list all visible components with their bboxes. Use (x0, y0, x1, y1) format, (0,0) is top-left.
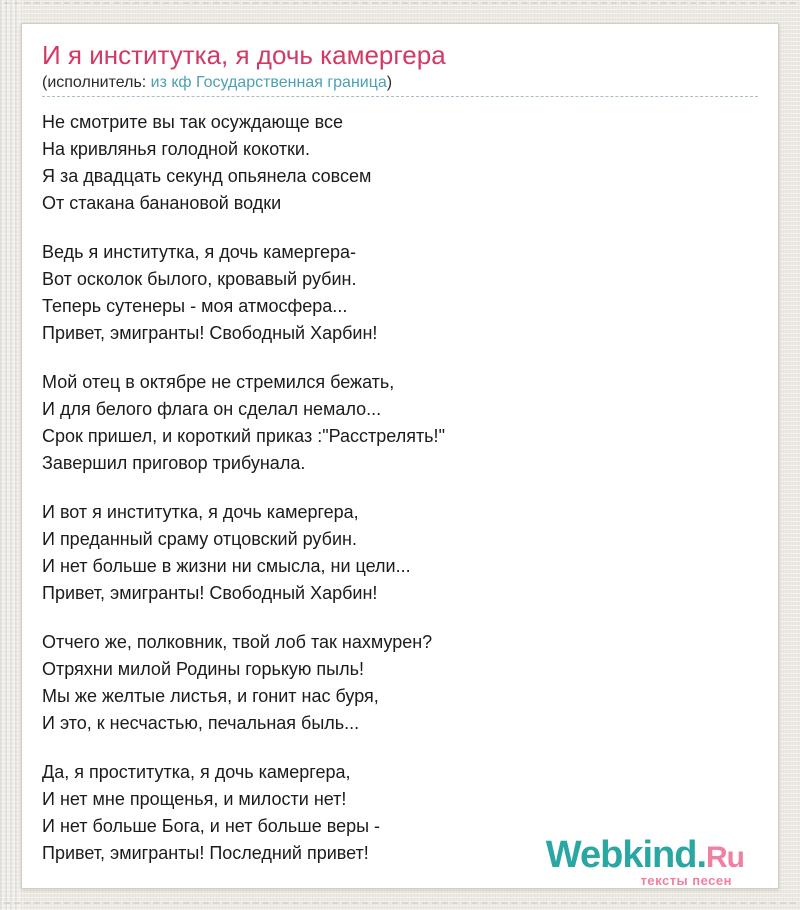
lyric-line: Мы же желтые листья, и гонит нас буря, (42, 686, 379, 706)
lyric-line: И преданный сраму отцовский рубин. (42, 529, 357, 549)
lyric-line: Завершил приговор трибунала. (42, 453, 306, 473)
webkind-logo[interactable] (545, 834, 744, 888)
lyric-line: Вот осколок былого, кровавый рубин. (42, 269, 357, 289)
lyric-line: Привет, эмигранты! Свободный Харбин! (42, 323, 378, 343)
lyric-line: Срок пришел, и короткий приказ :"Расстрелять!" (42, 426, 445, 446)
webkind-logo-main: Webkind. (545, 834, 706, 876)
stanza (42, 239, 758, 347)
stanza (42, 499, 758, 607)
lyric-line: И для белого флага он сделал немало... (42, 399, 382, 419)
lyric-line: Привет, эмигранты! Последний привет! (42, 843, 369, 863)
bottom-stitch-divider (4, 902, 796, 904)
performer-link[interactable]: из кф Государственная граница (150, 74, 387, 91)
performer-label: (исполнитель: (42, 74, 151, 91)
lyric-line: И нет мне прощенья, и милости нет! (42, 789, 347, 809)
webkind-logo-tagline: тексты песен (640, 873, 732, 888)
lyric-line: От стакана банановой водки (42, 193, 282, 213)
webkind-logo-text (545, 834, 744, 876)
lyric-line: И вот я институтка, я дочь камергера, (42, 502, 359, 522)
lyrics-block (42, 109, 758, 867)
lyric-line: Теперь сутенеры - моя атмосфера... (42, 296, 348, 316)
content-sheet (21, 23, 779, 889)
lyric-line: Привет, эмигранты! Свободный Харбин! (42, 583, 378, 603)
lyric-line: Мой отец в октябре не стремился бежать, (42, 372, 395, 392)
song-title: И я институтка, я дочь камергера (42, 40, 446, 70)
lyric-line: И это, к несчастью, печальная быль... (42, 713, 360, 733)
lyric-line: Я за двадцать секунд опьянела совсем (42, 166, 372, 186)
lyric-line: Отчего же, полковник, твой лоб так нахмурен? (42, 632, 433, 652)
top-stitch-divider (4, 2, 796, 4)
lyric-line: Отряхни милой Родины горькую пыль! (42, 659, 364, 679)
stanza (42, 109, 758, 217)
lyric-line: Ведь я институтка, я дочь камергера- (42, 242, 357, 262)
lyric-line: И нет больше в жизни ни смысла, ни цели... (42, 556, 411, 576)
stanza (42, 369, 758, 477)
left-paper-edge (0, 0, 20, 910)
webkind-logo-suffix: Ru (706, 841, 744, 874)
performer-close-paren: ) (386, 74, 393, 91)
lyric-line: Да, я проститутка, я дочь камергера, (42, 762, 351, 782)
lyric-line: На кривлянья голодной кокотки. (42, 139, 310, 159)
performer-line (42, 73, 758, 97)
lyric-line: Не смотрите вы так осуждающе все (42, 112, 344, 132)
stanza (42, 629, 758, 737)
lyric-line: И нет больше Бога, и нет больше веры - (42, 816, 381, 836)
